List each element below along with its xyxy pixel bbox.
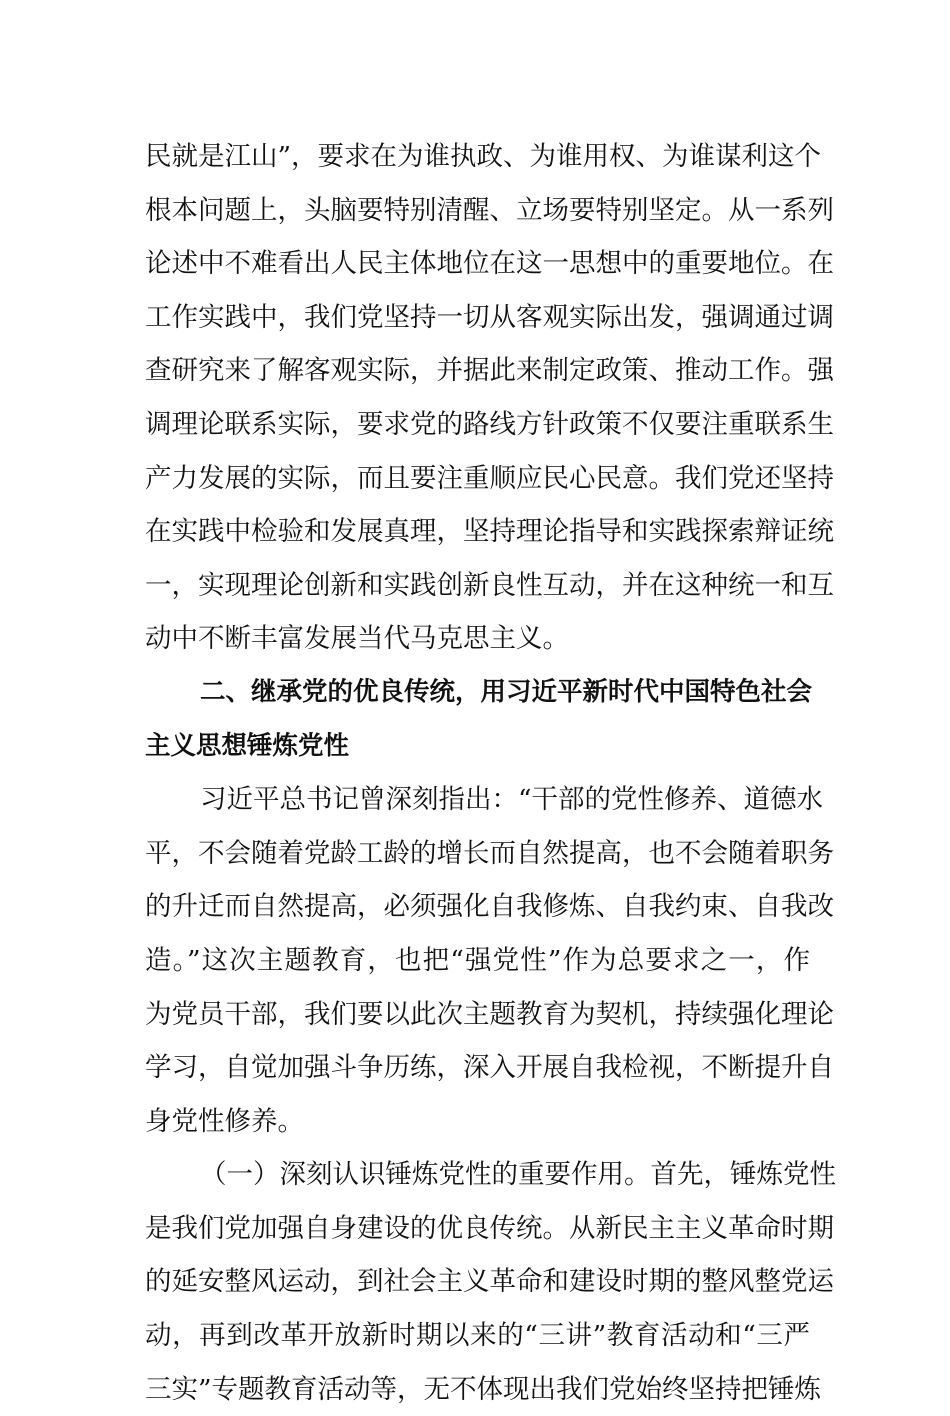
paragraph-line: 的升迁而自然提高，必须强化自我修炼、自我约束、自我改 (145, 891, 834, 923)
paragraph-line: （一）深刻认识锤炼党性的重要作用。首先，锤炼党性 (200, 1159, 836, 1191)
section-heading-line: 二、继承党的优良传统，用习近平新时代中国特色社会 (200, 676, 813, 707)
paragraph-line: 在实践中检验和发展真理，坚持理论指导和实践探索辩证统 (145, 516, 834, 548)
paragraph-line: 学习，自觉加强斗争历练，深入开展自我检视，不断提升自 (145, 1052, 834, 1084)
paragraph-line: 为党员干部，我们要以此次主题教育为契机，持续强化理论 (145, 998, 834, 1030)
paragraph-line: 调理论联系实际，要求党的路线方针政策不仅要注重联系生 (145, 408, 834, 440)
paragraph-line: 动，再到改革开放新时期以来的“三讲”教育活动和“三严 (145, 1320, 810, 1352)
paragraph-line: 产力发展的实际，而且要注重顺应民心民意。我们党还坚持 (145, 462, 834, 494)
section-heading-line: 主义思想锤炼党性 (145, 730, 350, 761)
paragraph-line: 民就是江山”，要求在为谁执政、为谁用权、为谁谋利这个 (145, 141, 822, 172)
paragraph-line: 一，实现理论创新和实践创新良性互动，并在这种统一和互 (145, 569, 834, 601)
paragraph-line: 根本问题上，头脑要特别清醒、立场要特别坚定。从一系列 (145, 194, 834, 226)
document-body (145, 130, 836, 1416)
paragraph-line: 查研究来了解客观实际，并据此来制定政策、推动工作。强 (145, 355, 834, 387)
paragraph-line: 动中不断丰富发展当代马克思主义。 (145, 623, 569, 655)
paragraph-line: 习近平总书记曾深刻指出：“干部的党性修养、道德水 (200, 784, 824, 816)
paragraph-line: 是我们党加强自身建设的优良传统。从新民主主义革命时期 (145, 1212, 834, 1244)
paragraph-line: 造。”这次主题教育，也把“强党性”作为总要求之一，作 (145, 944, 810, 976)
paragraph-line: 的延安整风运动，到社会主义革命和建设时期的整风整党运 (145, 1266, 834, 1298)
paragraph-line: 论述中不难看出人民主体地位在这一思想中的重要地位。在 (145, 248, 834, 280)
paragraph-line: 工作实践中，我们党坚持一切从客观实际出发，强调通过调 (145, 301, 834, 333)
paragraph-line: 平，不会随着党龄工龄的增长而自然提高，也不会随着职务 (145, 837, 834, 869)
paragraph-line: 身党性修养。 (145, 1105, 304, 1137)
paragraph-line: 三实”专题教育活动等，无不体现出我们党始终坚持把锤炼 (145, 1373, 822, 1405)
